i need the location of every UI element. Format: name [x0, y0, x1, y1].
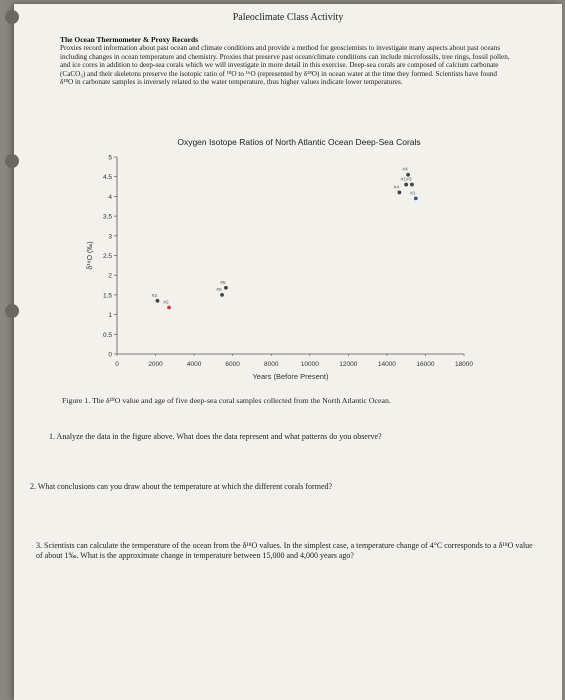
- y-axis-label: δ¹⁸O (‰): [87, 241, 94, 270]
- binder-hole: [5, 154, 19, 168]
- data-point-label: #1: [400, 177, 406, 183]
- chart-title: Oxygen Isotope Ratios of North Atlantic Ocean Deep-Sea Corals: [177, 137, 421, 147]
- question-2: 2. What conclusions can you draw about the temperature at which the different corals formed?: [30, 482, 333, 491]
- intro-paragraph: Proxies record information about past ocean and climate conditions and provide a method for geoscientists to investigate many aspects about past oceans including changes in ocean temperature and chemistry. Proxies that preserve past ocean/climate conditions can include microfossils, tree rings, fossil pollen, and ice cores in addition to deep-sea corals which we will investigate in more detail in this exercise. Deep-sea corals are composed of calcium carbonate (CaCO₃) and their skeletons preserve the isotopic ratio of ¹⁸O to ¹⁶O (represented by δ¹⁸O) in ocean water at the time they formed. Scientists have found δ¹⁸O in carbonate samples is inversely related to the water temperature, thus higher values indicate lower temperatures.: [60, 44, 510, 87]
- data-point-label: #3: [406, 177, 412, 183]
- data-point: [414, 196, 418, 200]
- data-point-label: #2: [151, 293, 158, 299]
- y-tick-label: 1: [108, 312, 112, 320]
- question-3: 3. Scientists can calculate the temperature of the ocean from the δ¹⁸O values. In the simplest case, a temperature change of 4°C corresponds to a δ¹⁸O value of about 1‰. What is the approximate change in temperature between 15,000 and 4,000 years ago?: [36, 541, 533, 560]
- data-point: [406, 173, 410, 177]
- data-point-label: #2: [163, 300, 169, 306]
- y-tick-label: 2: [108, 272, 112, 280]
- x-tick-label: 0: [115, 361, 119, 368]
- data-point: [410, 183, 414, 187]
- y-tick-label: 1.5: [102, 292, 112, 300]
- binder-hole: [5, 304, 19, 318]
- data-point: [167, 306, 171, 310]
- y-tick-label: 4: [108, 193, 112, 201]
- figure-1-chart: [64, 132, 534, 387]
- figure-caption: Figure 1. The δ¹⁸O value and age of five deep-sea coral samples collected from the North Atlantic Ocean.: [62, 396, 391, 405]
- data-point: [398, 191, 402, 195]
- data-point: [156, 299, 160, 303]
- data-point: [220, 293, 224, 297]
- y-tick-label: 0.5: [102, 331, 112, 339]
- x-tick-label: 16000: [416, 361, 435, 368]
- data-point: [404, 183, 408, 187]
- data-point-label: #4: [402, 167, 408, 173]
- data-point-label: #5: [220, 280, 226, 286]
- page-title: Paleoclimate Class Activity: [232, 12, 344, 23]
- x-tick-label: 18000: [454, 361, 474, 368]
- y-tick-label: 0: [108, 351, 112, 359]
- question-1: 1. Analyze the data in the figure above. What does the data represent and what patterns do you observe?: [49, 432, 382, 441]
- scatter-plot: [64, 132, 534, 387]
- x-tick-label: 4000: [186, 361, 202, 368]
- y-tick-label: 2.5: [102, 253, 112, 260]
- x-tick-label: 2000: [148, 361, 163, 368]
- data-point: [224, 286, 228, 290]
- data-point-label: #4: [393, 185, 400, 191]
- x-tick-label: 10000: [300, 361, 319, 368]
- data-point-label: #5: [216, 287, 222, 293]
- x-tick-label: 8000: [263, 361, 279, 368]
- x-axis-label: Years (Before Present): [252, 372, 329, 381]
- worksheet-page: [14, 4, 562, 700]
- x-tick-label: 12000: [339, 361, 358, 368]
- x-tick-label: 14000: [377, 361, 396, 368]
- y-tick-label: 3.5: [102, 213, 112, 221]
- data-point-label: #1: [410, 191, 416, 197]
- x-tick-label: 6000: [225, 361, 240, 368]
- y-tick-label: 5: [108, 154, 112, 162]
- section-heading: The Ocean Thermometer & Proxy Records: [60, 35, 199, 44]
- y-tick-label: 4.5: [102, 174, 112, 182]
- y-tick-label: 3: [108, 233, 112, 241]
